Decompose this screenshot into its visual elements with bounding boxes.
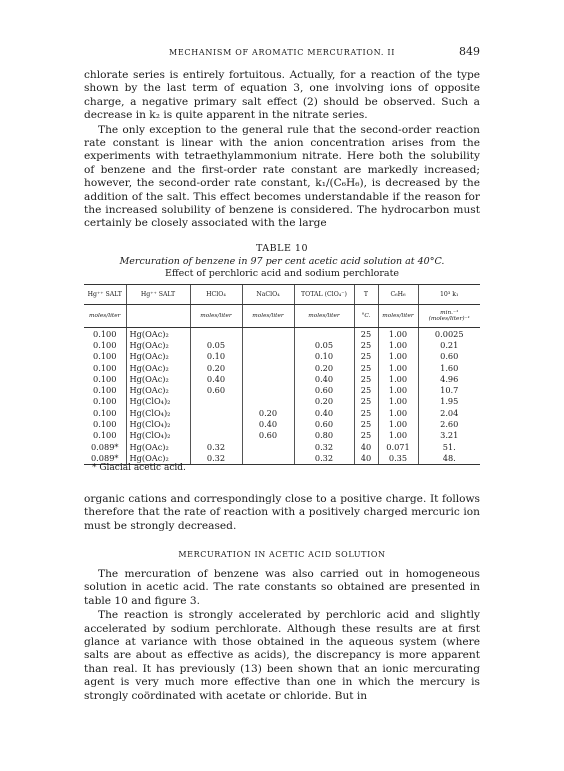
table-cell: Hg(OAc)₂ xyxy=(126,339,190,350)
table-cell: 25 xyxy=(354,351,378,362)
table-cell: 0.0025 xyxy=(418,328,480,340)
table-cell: 0.100 xyxy=(93,362,117,373)
table-cell: 51. xyxy=(418,441,480,452)
table-cell: 25 xyxy=(354,362,378,373)
column-header: 10³ k₁ xyxy=(418,285,480,305)
paragraph: organic cations and correspondingly close to a positive charge. It follows therefore that the rate of reaction with a positively charged mercuric ion must be strongly decreased. xyxy=(84,493,480,532)
table-cell: 25 xyxy=(354,396,378,407)
table-row xyxy=(84,362,480,373)
table-cell: 0.100 xyxy=(93,396,117,407)
data-table xyxy=(84,284,480,465)
table-cell: 0.32 xyxy=(294,441,354,452)
table-cell: 0.100 xyxy=(93,407,117,418)
table-cell xyxy=(190,418,242,429)
table-row xyxy=(84,351,480,362)
table-cell: 2.04 xyxy=(418,407,480,418)
table-caption: Mercuration of benzene in 97 per cent acetic acid solution at 40°C. xyxy=(119,256,445,267)
table-cell: 0.20 xyxy=(242,407,294,418)
table-cell: 1.00 xyxy=(378,418,418,429)
unit-cell: moles/liter xyxy=(242,305,294,328)
table-cell: 0.100 xyxy=(93,351,117,362)
table-cell: 0.60 xyxy=(242,430,294,441)
paragraph: The only exception to the general rule that the second-order reaction rate constant is linear with the anion concentration arises from the experiments with tetraethylammonium nitrate. Here both the solubility of benzene and the first-order rate constant are markedly increased; however, the second-order rate constant, k₁/(C₆H₆), is decreased by the addition of the salt. This effect becomes understandable if the reason for the increased solubility of benzene is considered. The hydrocarbon must certainly be closely associated with the large xyxy=(84,123,480,230)
table-cell: Hg(OAc)₂ xyxy=(126,328,190,340)
table-cell: Hg(ClO₄)₂ xyxy=(126,407,190,418)
table-cell xyxy=(190,407,242,418)
body-text-bottom xyxy=(84,568,480,703)
table-cell: 0.20 xyxy=(294,396,354,407)
table-cell: Hg(ClO₄)₂ xyxy=(126,430,190,441)
paragraph: chlorate series is entirely fortuitous. Actually, for a reaction of the type shown by the last term of equation 3, one involving ions of opposite charge, a negative primary salt effect (2) should be observed. Such a decrease in k₂ is quite apparent in the nitrate series. xyxy=(84,69,480,122)
body-text-top xyxy=(84,69,480,231)
table-row xyxy=(84,418,480,429)
table-cell: 25 xyxy=(354,430,378,441)
table-cell: Hg(OAc)₂ xyxy=(126,351,190,362)
table-cell: 25 xyxy=(354,373,378,384)
unit-cell: moles/liter xyxy=(190,305,242,328)
table-cell: 0.20 xyxy=(294,362,354,373)
table-cell: 25 xyxy=(354,328,378,340)
table-cell: 0.20 xyxy=(190,362,242,373)
table-cell: 1.00 xyxy=(378,373,418,384)
table-cell: 0.05 xyxy=(294,339,354,350)
column-header: NaClO₄ xyxy=(242,285,294,305)
unit-cell: moles/liter xyxy=(294,305,354,328)
table-cell: 0.40 xyxy=(190,373,242,384)
table-cell: 1.00 xyxy=(378,362,418,373)
units-row xyxy=(84,305,480,328)
table-row xyxy=(84,430,480,441)
column-header: T xyxy=(354,285,378,305)
unit-cell: °C. xyxy=(354,305,378,328)
table-cell: 1.00 xyxy=(378,430,418,441)
table-cell xyxy=(242,396,294,407)
body-text-middle xyxy=(84,493,480,533)
table-cell: 0.60 xyxy=(418,351,480,362)
unit-cell: moles/liter xyxy=(378,305,418,328)
column-header: C₆H₆ xyxy=(378,285,418,305)
unit-cell: min.⁻¹ (moles/liter)⁻¹ xyxy=(418,305,480,328)
table-cell xyxy=(242,384,294,395)
table-cell xyxy=(190,430,242,441)
table-cell: 1.00 xyxy=(378,351,418,362)
column-header: Hg⁺⁺ SALT xyxy=(84,285,126,305)
table-cell: Hg(ClO₄)₂ xyxy=(126,418,190,429)
table-footnote: * Glacial acetic acid. xyxy=(92,463,186,473)
table-cell: 0.100 xyxy=(93,339,117,350)
page-number: 849 xyxy=(459,45,480,58)
table-cell: 0.071 xyxy=(378,441,418,452)
table-cell xyxy=(242,339,294,350)
column-header: Hg⁺⁺ SALT xyxy=(126,285,190,305)
table-cell: 25 xyxy=(354,418,378,429)
paragraph: The mercuration of benzene was also carried out in homogeneous solution in acetic acid. The rate constants so obtained are presented in table 10 and figure 3. xyxy=(84,568,480,607)
table-cell: 25 xyxy=(354,339,378,350)
table-row xyxy=(84,373,480,384)
table-cell: 1.00 xyxy=(378,339,418,350)
page-header xyxy=(84,45,480,59)
table-cell xyxy=(242,441,294,452)
table-cell xyxy=(190,396,242,407)
section-heading: MERCURATION IN ACETIC ACID SOLUTION xyxy=(178,550,386,559)
table-row xyxy=(84,328,480,340)
table-cell: 0.40 xyxy=(294,407,354,418)
table-cell: 48. xyxy=(418,452,480,464)
table-cell xyxy=(242,373,294,384)
table-cell: 2.60 xyxy=(418,418,480,429)
table-cell xyxy=(242,452,294,464)
table-cell: 1.95 xyxy=(418,396,480,407)
table-cell xyxy=(190,328,242,340)
table-cell: 0.100 xyxy=(93,328,117,339)
paragraph: The reaction is strongly accelerated by perchloric acid and slightly accelerated by sodium perchlorate. Although these results are at first glance at variance with those obtained in the aqueous system (where salts are about as effective as acids), the discrepancy is more apparent than real. It has previously (13) been shown that an ionic mercurating agent is very much more effective than one in which the mercury is strongly coördinated with acetate or chloride. But in xyxy=(84,609,480,702)
table-cell: 4.96 xyxy=(418,373,480,384)
table-cell: 1.00 xyxy=(378,396,418,407)
table-cell: 0.100 xyxy=(93,385,117,396)
table-cell: 0.40 xyxy=(242,418,294,429)
table-cell: 0.60 xyxy=(190,384,242,395)
table-title: TABLE 10 xyxy=(255,243,308,254)
table-cell: 0.10 xyxy=(294,351,354,362)
table-cell: Hg(OAc)₂ xyxy=(126,362,190,373)
table-cell xyxy=(294,328,354,340)
column-header: HClO₄ xyxy=(190,285,242,305)
unit-cell: moles/liter xyxy=(84,305,126,328)
table-cell: 25 xyxy=(354,384,378,395)
table-cell: 0.35 xyxy=(378,452,418,464)
table-cell: 0.21 xyxy=(418,339,480,350)
table-cell: Hg(OAc)₂ xyxy=(126,384,190,395)
table-cell: 1.00 xyxy=(378,407,418,418)
table-cell: 0.089* xyxy=(84,452,126,464)
table-subcaption: Effect of perchloric acid and sodium perchlorate xyxy=(164,268,400,279)
table-cell: 0.100 xyxy=(93,419,117,430)
table-cell: 0.100 xyxy=(93,430,117,441)
table-cell: 40 xyxy=(354,441,378,452)
table-cell: 0.089* xyxy=(90,441,119,452)
table-row xyxy=(84,441,480,452)
table-cell xyxy=(242,328,294,340)
table-cell: 0.32 xyxy=(190,452,242,464)
table-cell: Hg(OAc)₂ xyxy=(126,441,190,452)
unit-cell xyxy=(126,305,190,328)
running-title: MECHANISM OF AROMATIC MERCURATION. II xyxy=(168,48,396,57)
table-cell: 0.10 xyxy=(190,351,242,362)
table-cell: 1.00 xyxy=(378,328,418,340)
table-header-row xyxy=(84,285,480,305)
table-cell xyxy=(242,351,294,362)
table-cell: 0.05 xyxy=(190,339,242,350)
table-row xyxy=(84,396,480,407)
table-cell: 0.32 xyxy=(294,452,354,464)
table-cell xyxy=(242,362,294,373)
table-cell: 0.100 xyxy=(93,373,117,384)
table-cell: 1.60 xyxy=(418,362,480,373)
table-cell: 0.40 xyxy=(294,373,354,384)
table-cell: 0.80 xyxy=(294,430,354,441)
table-cell: Hg(OAc)₂ xyxy=(126,452,190,464)
table-cell: 0.32 xyxy=(190,441,242,452)
table-cell: 0.60 xyxy=(294,418,354,429)
table-cell: 1.00 xyxy=(378,384,418,395)
column-header: TOTAL (ClO₄⁻) xyxy=(294,285,354,305)
table-row xyxy=(84,407,480,418)
table-cell: Hg(ClO₄)₂ xyxy=(126,396,190,407)
table-cell: Hg(OAc)₂ xyxy=(126,373,190,384)
table-cell: 0.60 xyxy=(294,384,354,395)
table-cell: 10.7 xyxy=(418,384,480,395)
table-cell: 25 xyxy=(354,407,378,418)
table-cell: 40 xyxy=(354,452,378,464)
table-row xyxy=(84,384,480,395)
table-cell: 3.21 xyxy=(418,430,480,441)
table-row xyxy=(84,339,480,350)
